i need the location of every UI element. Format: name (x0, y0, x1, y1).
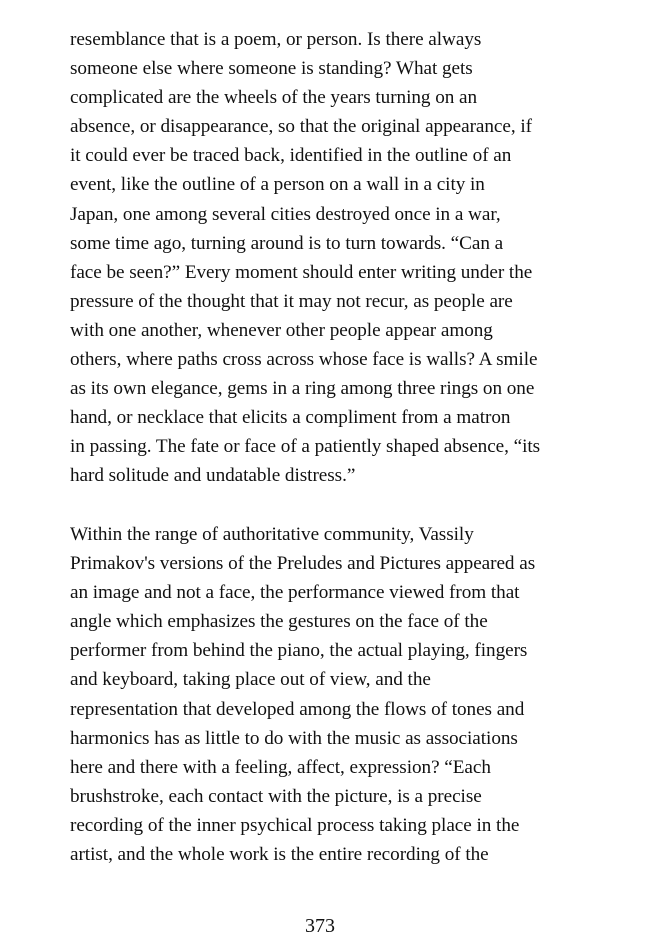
text-line: some time ago, turning around is to turn towards. “Can a (70, 232, 504, 254)
text-line: Japan, one among several cities destroyed once in a war, (70, 203, 501, 225)
text-line: hard solitude and undatable distress.” (70, 465, 356, 487)
paragraph (70, 25, 590, 491)
text-line: it could ever be traced back, identified in the outline of an (70, 145, 512, 167)
text-line: performer from behind the piano, the actual playing, fingers (70, 640, 528, 662)
text-line: artist, and the whole work is the entire recording of the (70, 844, 489, 866)
text-line: an image and not a face, the performance viewed from that (70, 582, 520, 604)
text-line: complicated are the wheels of the years turning on an (70, 87, 478, 109)
text-line: with one another, whenever other people appear among (70, 319, 493, 341)
text-line: recording of the inner psychical process taking place in the (70, 814, 520, 836)
text-line: someone else where someone is standing? What gets (70, 58, 473, 80)
text-line: resemblance that is a poem, or person. Is there always (70, 29, 482, 50)
text-line: here and there with a feeling, affect, expression? “Each (70, 756, 491, 778)
text-line: and keyboard, taking place out of view, and the (70, 669, 431, 691)
text-line: event, like the outline of a person on a wall in a city in (70, 174, 485, 196)
text-line: pressure of the thought that it may not recur, as people are (70, 290, 513, 312)
paragraph (70, 520, 590, 869)
text-line: representation that developed among the flows of tones and (70, 698, 525, 720)
text-line: harmonics has as little to do with the music as associations (70, 727, 518, 749)
text-line: angle which emphasizes the gestures on the face of the (70, 611, 488, 633)
text-line: hand, or necklace that elicits a compliment from a matron (70, 407, 511, 429)
text-line: brushstroke, each contact with the picture, is a precise (70, 785, 482, 807)
text-line: Within the range of authoritative community, Vassily (70, 524, 474, 545)
text-line: absence, or disappearance, so that the original appearance, if (70, 116, 532, 138)
page-number: 373 (305, 915, 335, 937)
text-line: others, where paths cross across whose face is walls? A smile (70, 349, 538, 371)
text-line: as its own elegance, gems in a ring among three rings on one (70, 378, 535, 400)
text-line: in passing. The fate or face of a patiently shaped absence, “its (70, 436, 541, 458)
text-line: Primakov's versions of the Preludes and Pictures appeared as (70, 553, 536, 575)
text-line: face be seen?” Every moment should enter writing under the (70, 261, 533, 283)
